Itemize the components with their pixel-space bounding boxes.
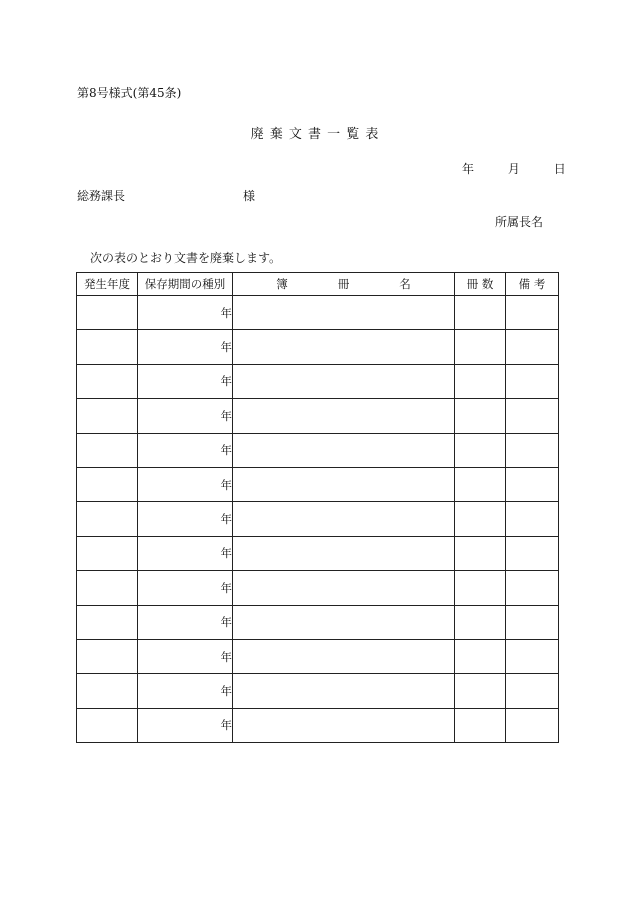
fiscal-year-cell[interactable]	[77, 571, 138, 605]
form-number: 第8号様式(第45条)	[77, 86, 182, 100]
register-title-cell[interactable]	[233, 639, 455, 673]
table-row	[77, 330, 559, 364]
volumes-cell[interactable]	[455, 330, 506, 364]
retention-period-cell[interactable]: 年	[138, 674, 233, 708]
retention-period-cell[interactable]: 年	[138, 639, 233, 673]
col-header-title-part1: 簿	[276, 277, 288, 291]
register-title-cell[interactable]	[233, 536, 455, 570]
addressee: 総務課長	[77, 189, 126, 203]
table-row	[77, 571, 559, 605]
table-row	[77, 708, 559, 742]
retention-period-cell[interactable]: 年	[138, 399, 233, 433]
sender-name-label: 所属長名	[494, 215, 543, 229]
fiscal-year-cell[interactable]	[77, 605, 138, 639]
register-title-cell[interactable]	[233, 364, 455, 398]
col-header-volumes: 冊 数	[455, 273, 506, 296]
volumes-cell[interactable]	[455, 639, 506, 673]
table-row	[77, 674, 559, 708]
retention-period-cell[interactable]: 年	[138, 364, 233, 398]
fiscal-year-cell[interactable]	[77, 502, 138, 536]
remarks-cell[interactable]	[506, 296, 559, 330]
register-title-cell[interactable]	[233, 467, 455, 501]
remarks-cell[interactable]	[506, 536, 559, 570]
retention-period-cell[interactable]: 年	[138, 296, 233, 330]
retention-period-cell[interactable]: 年	[138, 502, 233, 536]
register-title-cell[interactable]	[233, 399, 455, 433]
register-title-cell[interactable]	[233, 605, 455, 639]
remarks-cell[interactable]	[506, 364, 559, 398]
table-row	[77, 399, 559, 433]
fiscal-year-cell[interactable]	[77, 674, 138, 708]
volumes-cell[interactable]	[455, 571, 506, 605]
fiscal-year-cell[interactable]	[77, 330, 138, 364]
fiscal-year-cell[interactable]	[77, 467, 138, 501]
retention-period-cell[interactable]: 年	[138, 605, 233, 639]
date-day-label: 日	[553, 162, 566, 176]
fiscal-year-cell[interactable]	[77, 708, 138, 742]
retention-period-cell[interactable]: 年	[138, 708, 233, 742]
retention-period-cell[interactable]: 年	[138, 571, 233, 605]
register-title-cell[interactable]	[233, 433, 455, 467]
col-header-remarks: 備 考	[506, 273, 559, 296]
col-header-fiscal-year: 発生年度	[77, 273, 138, 296]
date-year-label: 年	[462, 162, 475, 176]
volumes-cell[interactable]	[455, 433, 506, 467]
remarks-cell[interactable]	[506, 571, 559, 605]
document-title: 廃 棄 文 書 一 覧 表	[250, 127, 380, 142]
col-header-register-title	[233, 273, 455, 296]
table-row	[77, 296, 559, 330]
col-header-title-part2: 冊	[337, 277, 350, 291]
fiscal-year-cell[interactable]	[77, 639, 138, 673]
col-header-retention-type: 保存期間の種別	[138, 273, 233, 296]
remarks-cell[interactable]	[506, 433, 559, 467]
remarks-cell[interactable]	[506, 708, 559, 742]
remarks-cell[interactable]	[506, 502, 559, 536]
fiscal-year-cell[interactable]	[77, 399, 138, 433]
remarks-cell[interactable]	[506, 674, 559, 708]
remarks-cell[interactable]	[506, 639, 559, 673]
register-title-cell[interactable]	[233, 330, 455, 364]
table-row	[77, 536, 559, 570]
volumes-cell[interactable]	[455, 296, 506, 330]
volumes-cell[interactable]	[455, 536, 506, 570]
fiscal-year-cell[interactable]	[77, 536, 138, 570]
col-header-title-part3: 名	[399, 277, 411, 291]
addressee-suffix: 様	[243, 189, 256, 203]
date-month-label: 月	[507, 162, 520, 176]
remarks-cell[interactable]	[506, 330, 559, 364]
fiscal-year-cell[interactable]	[77, 296, 138, 330]
retention-period-cell[interactable]: 年	[138, 330, 233, 364]
volumes-cell[interactable]	[455, 674, 506, 708]
fiscal-year-cell[interactable]	[77, 433, 138, 467]
volumes-cell[interactable]	[455, 502, 506, 536]
retention-period-cell[interactable]: 年	[138, 467, 233, 501]
table-row	[77, 605, 559, 639]
remarks-cell[interactable]	[506, 399, 559, 433]
table-row	[77, 433, 559, 467]
register-title-cell[interactable]	[233, 296, 455, 330]
retention-period-cell[interactable]: 年	[138, 536, 233, 570]
register-title-cell[interactable]	[233, 502, 455, 536]
intro-text: 次の表のとおり文書を廃棄します。	[90, 251, 282, 265]
volumes-cell[interactable]	[455, 467, 506, 501]
table-row	[77, 467, 559, 501]
volumes-cell[interactable]	[455, 399, 506, 433]
disposal-table	[76, 272, 559, 743]
retention-period-cell[interactable]: 年	[138, 433, 233, 467]
register-title-cell[interactable]	[233, 708, 455, 742]
date-line	[462, 160, 566, 177]
register-title-cell[interactable]	[233, 674, 455, 708]
table-row	[77, 364, 559, 398]
table-header-row	[77, 273, 559, 296]
fiscal-year-cell[interactable]	[77, 364, 138, 398]
remarks-cell[interactable]	[506, 605, 559, 639]
table-row	[77, 639, 559, 673]
volumes-cell[interactable]	[455, 708, 506, 742]
remarks-cell[interactable]	[506, 467, 559, 501]
volumes-cell[interactable]	[455, 605, 506, 639]
volumes-cell[interactable]	[455, 364, 506, 398]
table-row	[77, 502, 559, 536]
register-title-cell[interactable]	[233, 571, 455, 605]
